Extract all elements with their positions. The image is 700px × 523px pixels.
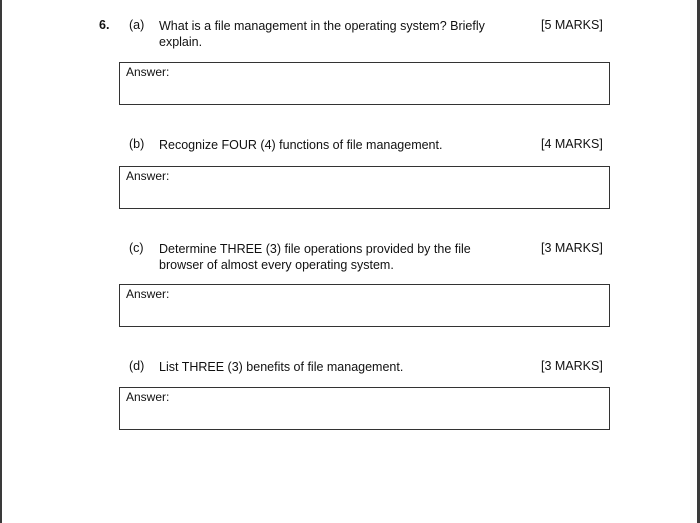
question-number: 6. [99, 18, 110, 32]
part-c-marks: [3 MARKS] [541, 241, 603, 255]
left-page-edge [0, 0, 2, 523]
part-b-answer-box[interactable] [119, 166, 610, 209]
part-a-question-text: What is a file management in the operating system? Briefly explain. [159, 19, 485, 49]
part-d-answer-box[interactable] [119, 387, 610, 430]
part-c-question-text: Determine THREE (3) file operations provided by the file browser of almost every operating system. [159, 242, 471, 272]
part-c-answer-box[interactable] [119, 284, 610, 327]
part-b-answer-label: Answer: [126, 169, 170, 183]
part-d-label: (d) [129, 359, 145, 373]
part-d-question-text: List THREE (3) benefits of file management. [159, 360, 404, 374]
part-b-question-text: Recognize FOUR (4) functions of file management. [159, 138, 443, 152]
part-a-answer-label: Answer: [126, 65, 170, 79]
part-c-answer-label: Answer: [126, 287, 170, 301]
part-b-label: (b) [129, 137, 145, 151]
part-d-answer-label: Answer: [126, 390, 170, 404]
part-a-marks: [5 MARKS] [541, 18, 603, 32]
part-c-label: (c) [129, 241, 144, 255]
part-a-answer-box[interactable] [119, 62, 610, 105]
part-d-marks: [3 MARKS] [541, 359, 603, 373]
part-b-marks: [4 MARKS] [541, 137, 603, 151]
part-a-label: (a) [129, 18, 145, 32]
